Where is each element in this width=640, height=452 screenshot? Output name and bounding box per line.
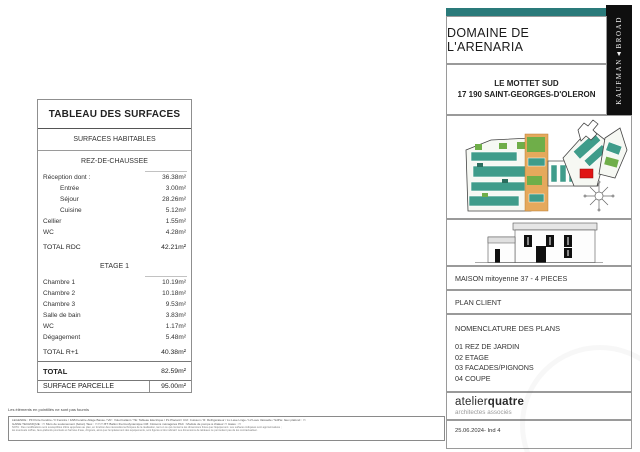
total-r1-row [38, 343, 191, 361]
row-value: 28.26m² [162, 196, 186, 203]
parcel-value: 95.00m² [161, 383, 186, 390]
site-plan-drawing [447, 116, 631, 218]
legend-nota-line: NOTA : Des modifications sont susceptibles d'être apportées au plan, en fonction des nécessités techniques de la réalisation, tant en ce qui concerne les dimensions finies que l'équipement. Les surfaces indiquées sont approximatives ; [12, 426, 282, 429]
total-r1-label: TOTAL R+1 [43, 348, 79, 356]
table-row [38, 194, 191, 205]
table-row [38, 288, 191, 299]
row-value: 3.83m² [165, 312, 186, 319]
grand-total-value: 82.59m² [161, 367, 186, 375]
table-row [38, 172, 191, 183]
architect-firm-name [455, 397, 631, 408]
nomenclature-box [446, 314, 632, 392]
row-label: WC [43, 229, 54, 236]
table-row [38, 227, 191, 238]
row-value: 5.48m² [165, 334, 186, 341]
teal-accent-bar [446, 8, 607, 16]
elevation-drawing [447, 220, 631, 265]
row-label: Entrée [60, 185, 80, 192]
row-label: WC [43, 323, 54, 330]
unit-designation: MAISON mitoyenne 37 - 4 PIECES [455, 273, 568, 283]
total-rdc-value: 42.21m² [161, 243, 186, 251]
kaufman-broad-logo: KAUFMAN▲BROAD [615, 15, 623, 105]
address-box [446, 64, 607, 115]
row-value: 4.28m² [165, 229, 186, 236]
plan-type: PLAN CLIENT [455, 297, 502, 307]
nomenclature-list [455, 342, 631, 384]
elevation-drawing-box [446, 219, 632, 266]
fitting-note: Les éléments en pointillés ne sont pas fournis [8, 407, 89, 412]
row-value: 36.38m² [162, 174, 186, 181]
address-line-1: LE MOTTET SUD [494, 79, 559, 88]
row-value: 1.17m² [165, 323, 186, 330]
row-label: Salle de bain [43, 312, 81, 319]
grand-total-row [38, 361, 191, 380]
etage1-rows [38, 277, 191, 343]
row-label: Chambre 1 [43, 279, 76, 286]
table-row [38, 216, 191, 227]
nomenclature-item: 02 ETAGE [455, 352, 489, 362]
table-row [38, 321, 191, 332]
brand-bar [606, 5, 632, 115]
nomenclature-item: 03 FACADES/PIGNONS [455, 363, 534, 372]
address-line-2: 17 190 SAINT-GEORGES-D'OLERON [457, 90, 596, 99]
table-row [38, 205, 191, 216]
row-value: 1.55m² [165, 218, 186, 225]
legend-line: LEGENDE : PF:Porte Fenêtre / F:Fenêtre / FAB:Fenêtre Allège Basse / VR : Volet battant / TE: Tableau Electrique / PL:Placard / CUI: Cuisson / R: Réfrigérateur / LL:Lave Linge / LV:Lave Vaisselle / SdPte: faux plafond : ▭ [12, 418, 306, 422]
row-label: Chambre 2 [43, 290, 76, 297]
parcel-row [38, 380, 191, 392]
section-header-etage1: ETAGE 1 [99, 262, 130, 270]
date-revision: 25.06.2024- Ind 4 [455, 428, 501, 434]
surface-table [37, 99, 192, 393]
legend-nota-line: les éventuels coffres, faux-plafonds ponctuels et l'arrivée d'eau, d'égouts, ainsi que l'emplacement des équipements, sont figurés à titre indicatif. Les dimensions de tableaux ne permettent pas de les contractualiser. [12, 429, 258, 433]
firm-name-bold: quatre [487, 396, 525, 408]
row-label: Réception dont : [43, 174, 91, 181]
section-header-rdc: REZ-DE-CHAUSSEE [81, 157, 148, 165]
table-row [38, 310, 191, 321]
architect-firm-subtitle: architectes associés [455, 409, 512, 416]
plan-type-box [446, 290, 632, 314]
unit-designation-box [446, 266, 632, 290]
row-value: 5.12m² [165, 207, 186, 214]
row-value: 3.00m² [165, 185, 186, 192]
project-title: DOMAINE DE L'ARENARIA [447, 26, 530, 54]
nomenclature-title: NOMENCLATURE DES PLANS [455, 324, 560, 333]
parcel-label: SURFACE PARCELLE [38, 381, 150, 392]
row-value: 9.53m² [165, 301, 186, 308]
total-rdc-row [38, 238, 191, 256]
legend-line: GAINE TECHNIQUE : ▭ Murs de soutènement (béton) Taux : ▭▭▭ BT: Ballon thermodynamique CM: Cloisons ménagères PAC : Module de pompe à chaleur ▭ Haies : ▭ [12, 422, 242, 426]
legend-box [8, 416, 445, 441]
nomenclature-item: 04 COUPE [455, 373, 491, 383]
grand-total-label: TOTAL [43, 366, 68, 376]
architect-firm-box [446, 392, 632, 420]
table-row [38, 183, 191, 194]
rdc-rows [38, 172, 191, 238]
row-label: Séjour [60, 196, 79, 203]
site-plan [446, 115, 632, 219]
surface-table-title: TABLEAU DES SURFACES [38, 100, 191, 129]
nomenclature-item: 01 REZ DE JARDIN [455, 342, 520, 351]
row-label: Dégagement [43, 334, 81, 341]
row-value: 10.19m² [162, 279, 186, 286]
title-block [446, 5, 632, 444]
row-label: Chambre 3 [43, 301, 76, 308]
date-revision-box [446, 420, 632, 449]
table-row [38, 299, 191, 310]
row-value: 10.18m² [162, 290, 186, 297]
row-label: Cuisine [60, 207, 82, 214]
row-label: Cellier [43, 218, 62, 225]
table-row [38, 277, 191, 288]
total-r1-value: 40.38m² [161, 348, 186, 356]
project-title-box [446, 16, 607, 64]
surface-table-subtitle: SURFACES HABITABLES [38, 129, 191, 151]
firm-name-regular: atelier [455, 396, 488, 408]
table-row [38, 332, 191, 343]
total-rdc-label: TOTAL RDC [43, 243, 81, 251]
